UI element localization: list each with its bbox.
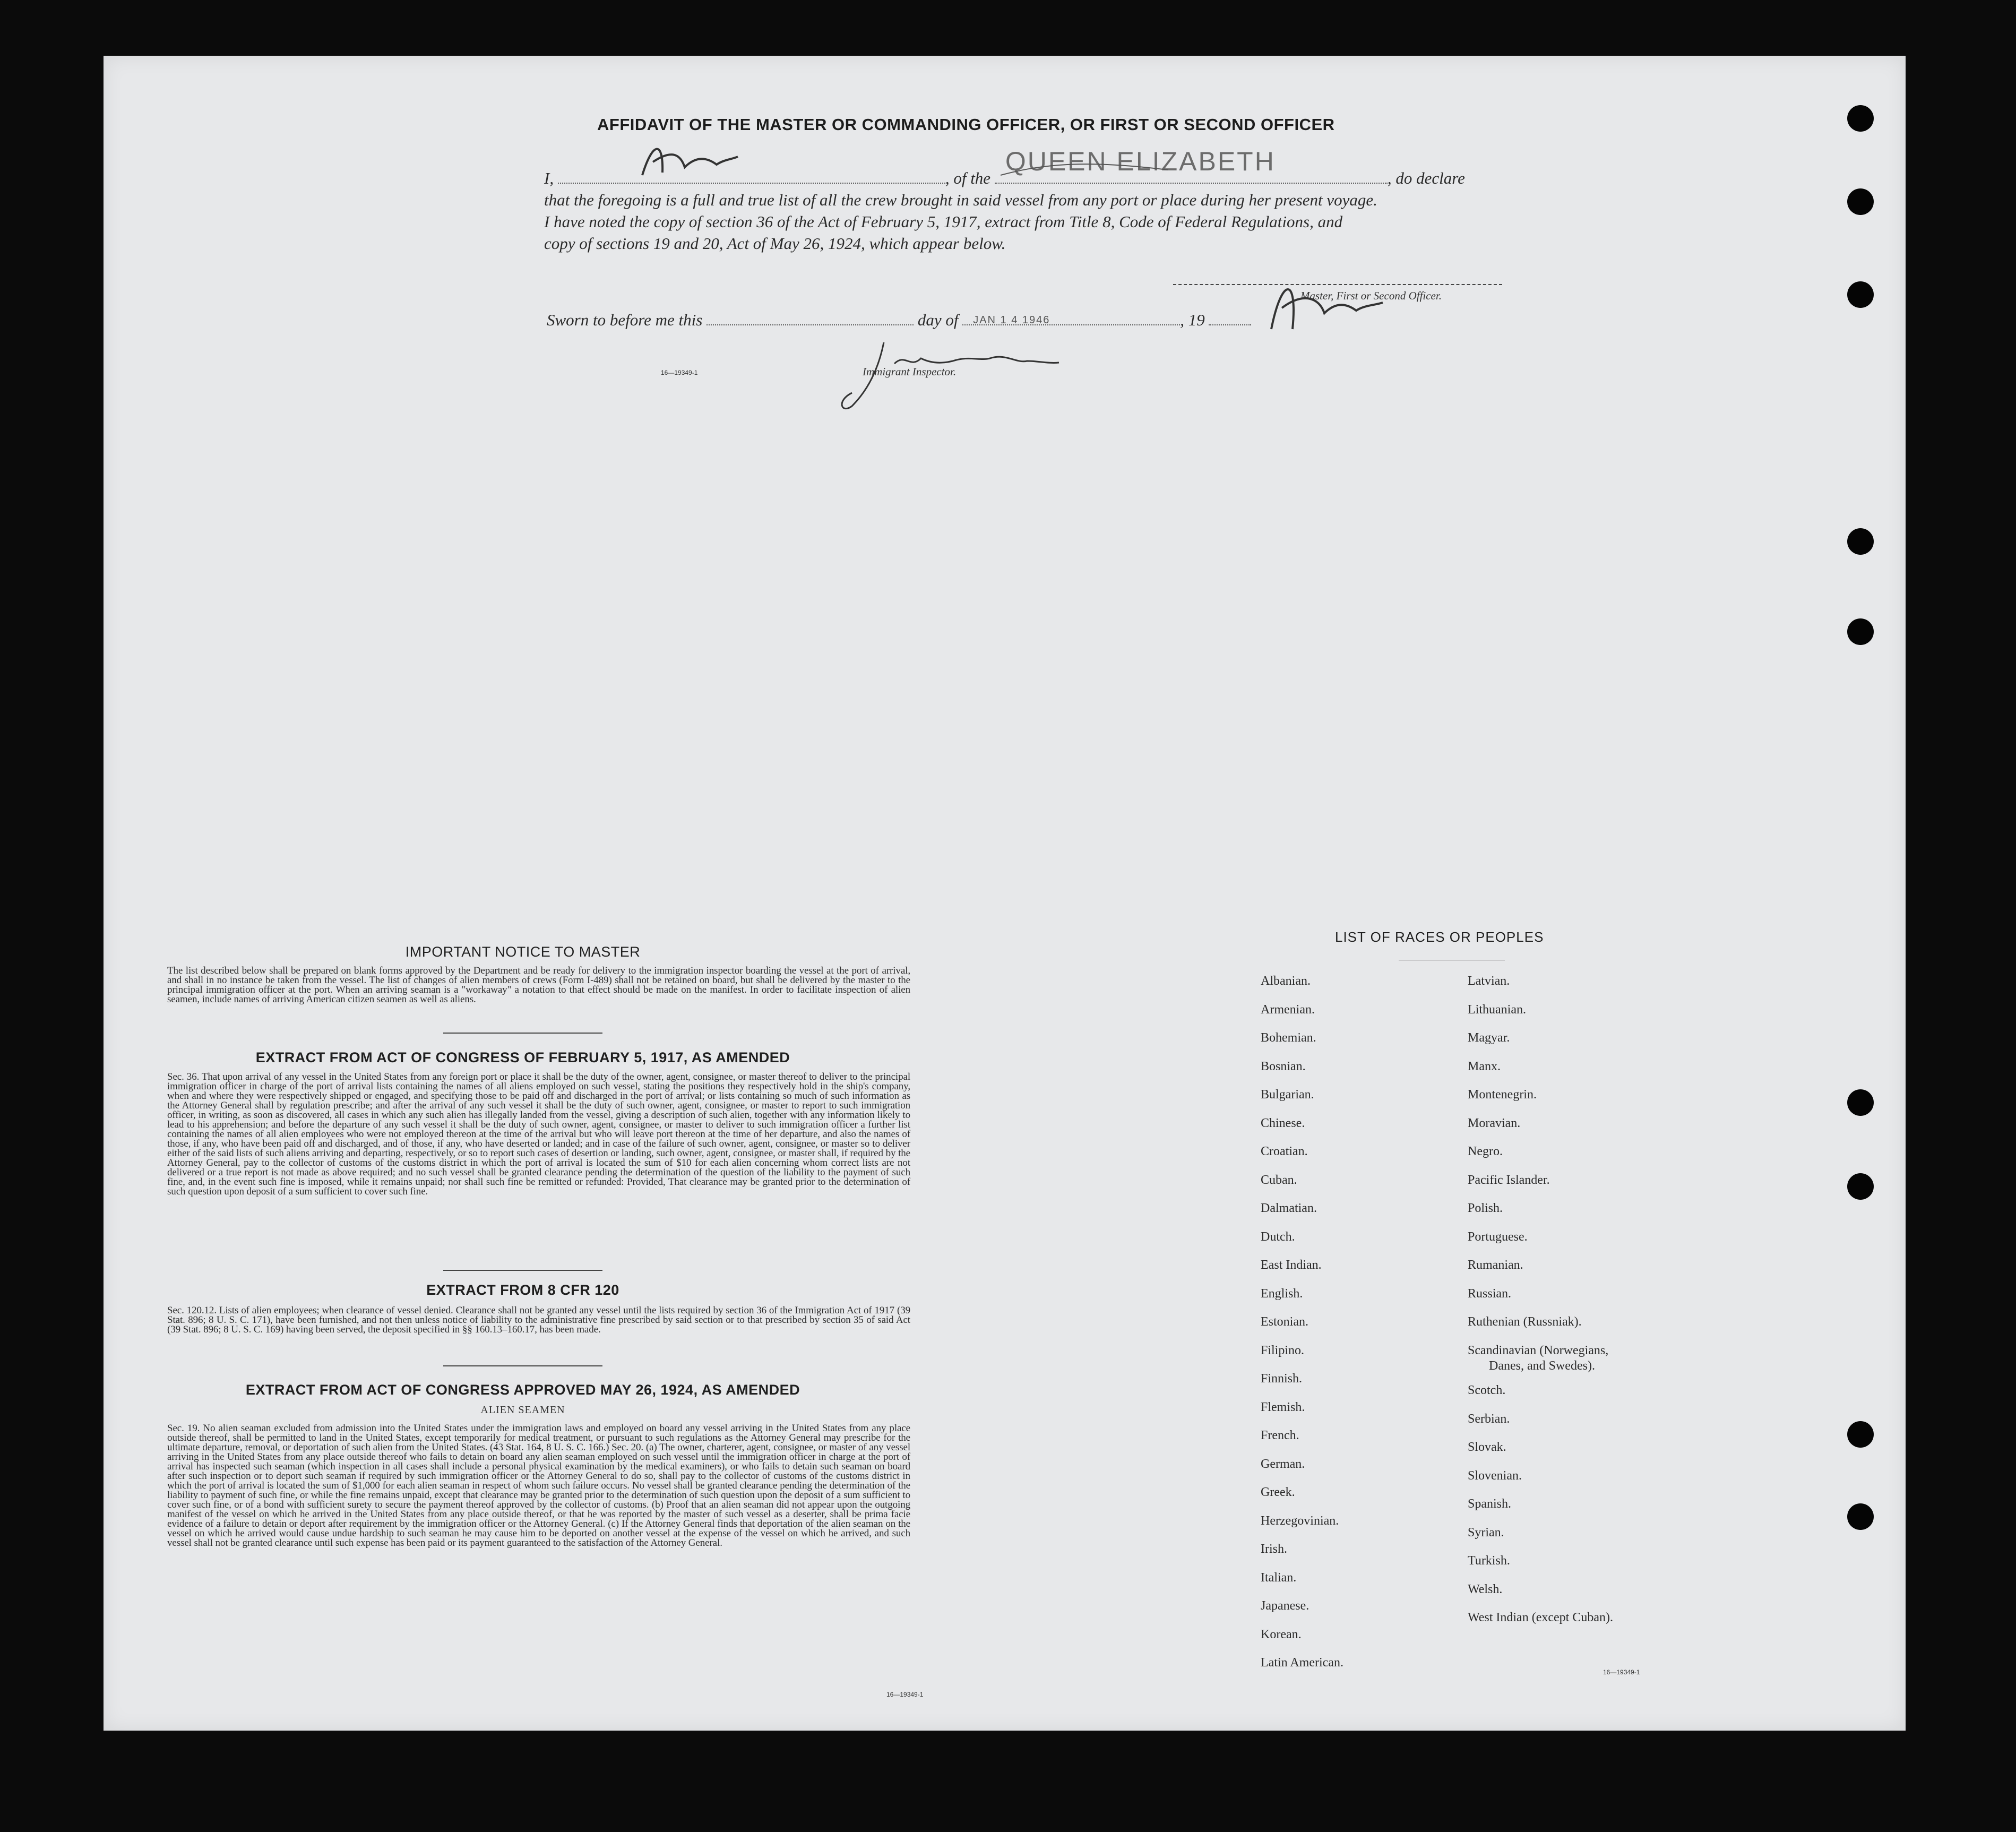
declaration-line-2: that the foregoing is a full and true list of all the crew brought in said vessel from any port or place during her present voyage. [544,191,1377,209]
officer-label: Master, First or Second Officer. [1300,289,1442,302]
extract-1924-title: EXTRACT FROM ACT OF CONGRESS APPROVED MAY 26, 1924, AS AMENDED [245,1382,800,1398]
punch-hole [1847,281,1874,308]
race-item: German. [1261,1457,1305,1471]
race-item: Korean. [1261,1628,1302,1641]
extract-1917-body: Sec. 36. That upon arrival of any vessel in the United States from any foreign port or place it shall be the duty of the owner, agent, consignee, or master thereof to deliver to the principal immigration officer in charge of the port of arrival lists containing the names of all aliens employed on such vessel, stating the positions they respectively hold in the ship's company, when and where they were respectively shipped or engaged, and specifying those to be paid off and discharged in the port of arrival; or lists containing so much of such information as the Attorney General shall by regulation prescribe; and after the arrival of any such vessel it shall be the duty of such owner, agent, consignee, or master to report to such immigration officer, in writing, as soon as discovered, all cases in which any such alien has illegally landed from the vessel, giving a description of such alien, together with any information likely to lead to his apprehension; and before the departure of any such vessel it shall be the duty of such owner, agent, consignee, or master to deliver to such immigration officer a further list containing the names of all alien employees who were not employed thereon at the time of the arrival but who will leave port thereon at the time of her departure, and also the names of those, if any, who have been paid off and discharged, and of those, if any, who have deserted or landed; and in case of the failure of such owner, agent, consignee, or master so to deliver either of the said lists of such aliens arriving and departing, respectively, or so to report such cases of desertion or landing, such owner, agent, consignee, or master shall, if required by the Attorney General, pay to the collector of customs of the customs district in which the port of arrival is located the sum of $10 for each alien concerning whom correct lists are not delivered or a true report is not made as above required; and no such vessel shall be granted clearance pending the determination of the question of the liability to the payment of such fine, and, in the event such fine is imposed, while it remains unpaid; nor shall such fine be remitted or refunded: Provided, That clearance may be granted prior to the determination of such question upon deposit of a sum sufficient to cover such fine. [167,1071,910,1197]
affidavit-form-number: 16—19349-1 [661,369,698,376]
vessel-stamp: QUEEN ELIZABETH [1005,147,1276,176]
race-item: Pacific Islander. [1468,1173,1550,1187]
punch-hole [1847,1173,1874,1200]
year-field [1209,314,1251,325]
races-form-number: 16—19349-1 [1603,1668,1640,1676]
race-item: Polish. [1468,1201,1503,1215]
declaration-line-4: copy of sections 19 and 20, Act of May 26, 1924, which appear below. [544,234,1006,253]
sworn-day-field [707,314,914,325]
race-item: Latvian. [1468,974,1510,988]
race-item: East Indian. [1261,1258,1322,1272]
date-stamp: JAN 1 4 1946 [973,314,1050,326]
officer-signature-line [1173,284,1502,285]
race-item: Turkish. [1468,1554,1510,1568]
race-item: Montenegrin. [1468,1088,1537,1102]
divider-2 [443,1270,602,1271]
race-item: English. [1261,1287,1303,1301]
race-item: Russian. [1468,1287,1512,1301]
document-page [104,56,1906,1731]
race-item: Scandinavian (Norwegians, [1468,1344,1609,1357]
race-item: Croatian. [1261,1145,1308,1158]
sworn-line [547,309,1598,331]
inspector-label: Immigrant Inspector. [863,365,957,378]
race-item: Syrian. [1468,1526,1504,1539]
sworn-date-field [962,314,1180,325]
race-item: French. [1261,1429,1299,1442]
race-item: Slovak. [1468,1440,1506,1454]
i-label: I, [544,169,554,187]
race-item: Lithuanian. [1468,1003,1526,1017]
punch-hole [1847,105,1874,132]
race-item: Serbian. [1468,1412,1510,1426]
sworn-label: Sworn to before me this [547,311,703,329]
punch-hole [1847,1421,1874,1448]
race-item: Dalmatian. [1261,1201,1317,1215]
signature-overlap-mark [998,143,1173,186]
extract-cfr-title: EXTRACT FROM 8 CFR 120 [426,1282,619,1298]
race-item: Portuguese. [1468,1230,1528,1244]
year-suffix: , 19 [1180,311,1205,329]
affidavit-title: AFFIDAVIT OF THE MASTER OR COMMANDING OFFICER, OR FIRST OR SECOND OFFICER [597,115,1335,134]
race-item: Estonian. [1261,1315,1308,1329]
race-item: Negro. [1468,1145,1503,1158]
race-item: Ruthenian (Russniak). [1468,1315,1582,1329]
race-item: Japanese. [1261,1599,1309,1613]
race-item: Filipino. [1261,1344,1305,1357]
race-item: Bohemian. [1261,1031,1316,1045]
race-item: Welsh. [1468,1582,1503,1596]
race-item: Danes, and Swedes). [1489,1359,1595,1373]
races-left-column [1261,974,1473,1717]
extract-cfr-body: Sec. 120.12. Lists of alien employees; when clearance of vessel denied. Clearance shall not be granted any vessel until the lists required by section 36 of the Immigration Act of 1917 (39 Stat. 896; 8 U. S. C. 171), have been furnished, and not then unless notice of liability to the administrative fine prescribed by said section or to that prescribed by section 35 of said Act (39 Stat. 896; 8 U. S. C. 169) having been served, the deposit specified in §§ 160.13–160.17, has been made. [167,1305,910,1335]
extract-1917-title: EXTRACT FROM ACT OF CONGRESS OF FEBRUARY 5, 1917, AS AMENDED [255,1050,790,1065]
race-item: West Indian (except Cuban). [1468,1611,1613,1624]
race-item: Magyar. [1468,1031,1510,1045]
races-title: LIST OF RACES OR PEOPLES [1335,929,1544,945]
race-item: Slovenian. [1468,1469,1522,1483]
notice-title: IMPORTANT NOTICE TO MASTER [405,944,641,960]
race-item: Herzegovinian. [1261,1514,1339,1528]
race-item: Spanish. [1468,1497,1512,1511]
race-item: Finnish. [1261,1372,1303,1386]
officer-name-field [558,172,945,184]
race-item: Chinese. [1261,1116,1305,1130]
race-item: Bosnian. [1261,1060,1306,1073]
notice-body: The list described below shall be prepared on blank forms approved by the Department and be ready for delivery to the immigration inspector boarding the vessel at the port of arrival, and shall in no instance be taken from the vessel. The list of changes of alien members of crews (Form I-489) shall not be retained on board, but shall be delivered by the master to the principal immigration officer at the port. When an arriving seaman is a "workaway" a notation to that effect should be made on the manifest. In order to facilitate inspection of alien seamen, include names of arriving American citizen seamen as well as aliens. [167,965,910,1005]
race-item: Latin American. [1261,1656,1343,1670]
race-item: Cuban. [1261,1173,1297,1187]
declaration-line-3: I have noted the copy of section 36 of the Act of February 5, 1917, extract from Title 8, Code of Federal Regulations, and [544,212,1343,231]
race-item: Rumanian. [1468,1258,1523,1272]
day-of-label: day of [917,311,959,329]
race-item: Moravian. [1468,1116,1521,1130]
race-item: Irish. [1261,1542,1287,1556]
punch-hole [1847,618,1874,645]
of-the-label: , of the [945,169,991,187]
race-item: Greek. [1261,1485,1295,1499]
race-item: Armenian. [1261,1003,1315,1017]
punch-hole [1847,188,1874,215]
do-declare-label: , do declare [1387,169,1465,187]
race-item: Albanian. [1261,974,1311,988]
punch-hole [1847,528,1874,555]
officer-signature-1 [637,135,743,186]
extract-form-number: 16—19349-1 [886,1691,924,1698]
race-item: Manx. [1468,1060,1501,1073]
race-item: Bulgarian. [1261,1088,1314,1102]
extract-1924-subtitle: ALIEN SEAMEN [480,1404,565,1416]
divider-3 [443,1365,602,1366]
extract-1924-body: Sec. 19. No alien seaman excluded from admission into the United States under the immigration laws and employed on board any vessel arriving in the United States from any place outside thereof, shall be permitted to land in the United States, except temporarily for medical treatment, or pursuant to such regulations as the Attorney General may prescribe for the ultimate departure, removal, or deportation of such alien from the United States. (43 Stat. 164, 8 U. S. C. 166.) Sec. 20. (a) The owner, charterer, agent, consignee, or master of any vessel arriving in the United States from any place outside thereof who fails to detain on board any alien seaman employed on such vessel until the immigration officer in charge at the port of arrival has inspected such seaman (which inspection in all cases shall include a personal physical examination by the medical examiners), or who fails to detain such seaman on board after such inspection or to deport such seaman if required by such immigration officer or the Attorney General to do so, shall pay to the collector of customs of the customs district in which the port of arrival is located the sum of $1,000 for each alien seaman in respect of whom such failure occurs. No vessel shall be granted clearance pending the determination of the liability to payment of such fine, or while the fine remains unpaid, except that clearance may be granted prior to the determination of such question upon the deposit of a sum sufficient to cover such fine, or of a bond with sufficient surety to secure the payment thereof approved by the collector of customs. (b) Proof that an alien seaman did not appear upon the outgoing manifest of the vessel on which he arrived in the United States from any place outside thereof, or that he was reported by the master of such vessel as a deserter, shall be prima facie evidence of a failure to detain or deport after requirement by the immigration officer or the Attorney General. (c) If the Attorney General finds that deportation of the alien seaman on the vessel on which he arrived would cause undue hardship to such seaman he may cause him to be deported on another vessel at the expense of the vessel on which he arrived, and such vessel shall not be granted clearance until such expense has been paid or its payment guaranteed to the satisfaction of the Attorney General. [167,1423,910,1549]
race-item: Italian. [1261,1571,1297,1585]
race-item: Scotch. [1468,1383,1506,1397]
races-right-column [1468,974,1786,1717]
race-item: Flemish. [1261,1400,1305,1414]
officer-signature-2 [1261,265,1388,345]
punch-hole [1847,1503,1874,1530]
punch-hole [1847,1089,1874,1116]
divider-1 [443,1033,602,1034]
race-item: Dutch. [1261,1230,1295,1244]
